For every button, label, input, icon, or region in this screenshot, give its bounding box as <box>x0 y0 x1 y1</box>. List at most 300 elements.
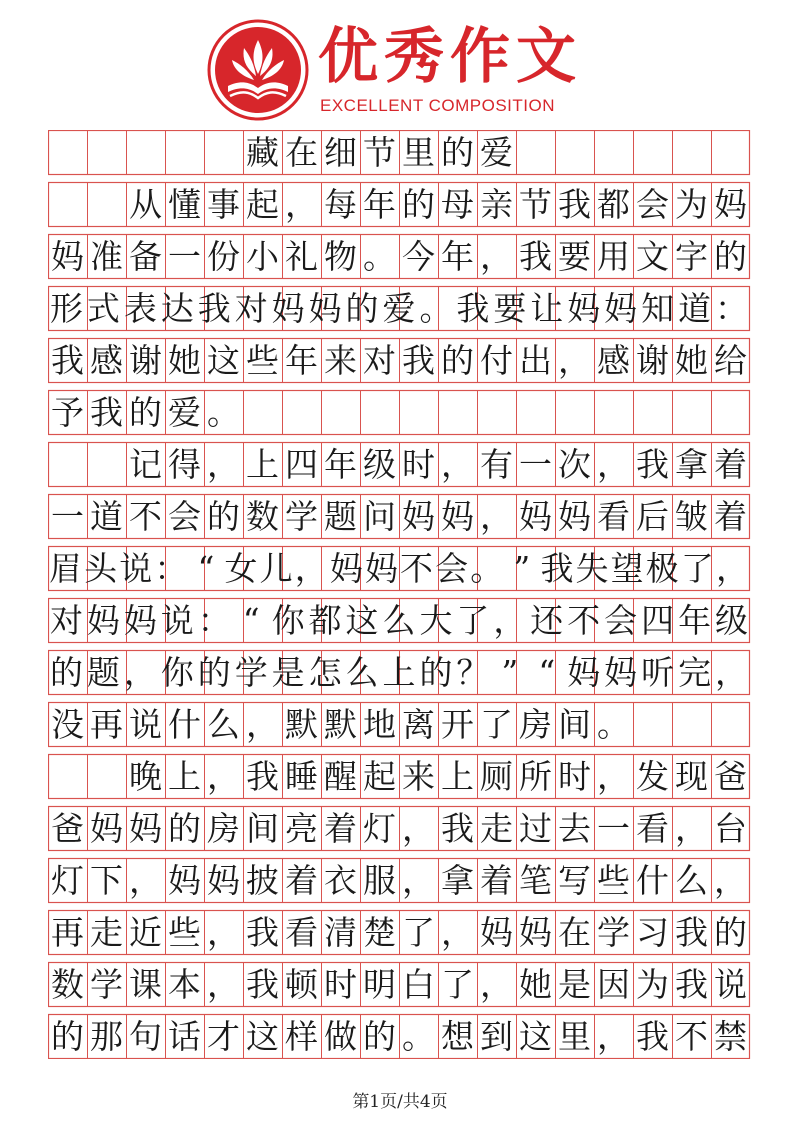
grid-char: ， <box>480 965 513 1004</box>
grid-char: 爸 <box>51 809 84 848</box>
grid-char: 的 <box>345 289 379 328</box>
grid-char: 形 <box>49 289 83 328</box>
grid-char: 式 <box>86 289 120 328</box>
grid-char: 会 <box>604 601 638 640</box>
grid-char: 到 <box>480 1017 513 1056</box>
grid-char: 节 <box>363 133 396 172</box>
grid-char: 时 <box>402 445 435 484</box>
grid-char: 些 <box>168 913 201 952</box>
grid-char: 四 <box>285 445 318 484</box>
grid-char: 楚 <box>363 913 396 952</box>
grid-char: ， <box>207 445 240 484</box>
grid-char: 明 <box>363 965 396 1004</box>
grid-char: 妈 <box>604 653 638 692</box>
grid-char: 房 <box>519 705 552 744</box>
grid-char: 字 <box>675 237 708 276</box>
grid-char: 数 <box>246 497 279 536</box>
grid-char: 了 <box>441 965 474 1004</box>
grid-char: 感 <box>597 341 630 380</box>
grid-char: 离 <box>402 705 435 744</box>
grid-char: ， <box>715 653 749 692</box>
essay-line <box>48 650 751 695</box>
grid-char: 着 <box>324 809 357 848</box>
grid-char: 你 <box>160 653 194 692</box>
grid-char: 儿 <box>259 549 293 588</box>
grid-char: 妈 <box>364 549 398 588</box>
grid-char: 现 <box>675 757 708 796</box>
brand-subtitle: EXCELLENT COMPOSITION <box>320 96 556 115</box>
grid-char: ， <box>207 757 240 796</box>
grid-char: 的 <box>51 1017 84 1056</box>
grid-char: “ <box>197 549 215 588</box>
essay-line <box>48 962 751 1007</box>
grid-char: 表 <box>123 289 157 328</box>
grid-char: 着 <box>480 861 513 900</box>
grid-char: 极 <box>645 549 679 588</box>
grid-char: 睡 <box>285 757 318 796</box>
grid-char: 我 <box>441 809 474 848</box>
grid-char: 些 <box>246 341 279 380</box>
grid-char: 下 <box>90 861 123 900</box>
grid-char: 妈 <box>308 289 342 328</box>
grid-char: 我 <box>51 341 84 380</box>
grid-char: 事 <box>207 185 240 224</box>
grid-char: 我 <box>636 445 669 484</box>
grid-char: 开 <box>441 705 474 744</box>
grid-char: 学 <box>597 913 630 952</box>
grid-char: 来 <box>324 341 357 380</box>
grid-char: 年 <box>285 341 318 380</box>
grid-char: 你 <box>271 601 305 640</box>
grid-char: 妈 <box>567 289 601 328</box>
grid-char: 数 <box>51 965 84 1004</box>
grid-char: ” <box>501 653 519 692</box>
grid-char: 亮 <box>285 809 318 848</box>
grid-char: 想 <box>441 1017 474 1056</box>
grid-char: 予 <box>51 393 84 432</box>
grid-char: 句 <box>129 1017 162 1056</box>
grid-char: 爱 <box>168 393 201 432</box>
grid-char: 看 <box>285 913 318 952</box>
grid-char: ， <box>558 341 591 380</box>
grid-char: 间 <box>558 705 591 744</box>
grid-char: 发 <box>636 757 669 796</box>
grid-char: 听 <box>641 653 675 692</box>
grid-char: 感 <box>90 341 123 380</box>
grid-char: 的 <box>714 913 747 952</box>
grid-char: 她 <box>168 341 201 380</box>
grid-char: ： <box>154 549 188 588</box>
grid-char: 谢 <box>129 341 162 380</box>
grid-char: 白 <box>402 965 435 1004</box>
grid-char: 的 <box>129 393 162 432</box>
grid-char: 题 <box>324 497 357 536</box>
grid-char: ， <box>597 445 630 484</box>
grid-char: 是 <box>558 965 591 1004</box>
grid-char: 所 <box>519 757 552 796</box>
grid-char: 妈 <box>90 809 123 848</box>
grid-char: 的 <box>714 237 747 276</box>
grid-char: 会 <box>435 549 469 588</box>
grid-char: 。 <box>419 289 453 328</box>
grid-char: 眉 <box>49 549 83 588</box>
grid-char: 要 <box>493 289 527 328</box>
grid-char: 妈 <box>51 237 84 276</box>
grid-char: 着 <box>285 861 318 900</box>
grid-char: 没 <box>51 705 84 744</box>
essay-line <box>48 494 751 539</box>
grid-char: 再 <box>51 913 84 952</box>
essay-line <box>48 858 751 903</box>
grid-char: 给 <box>714 341 747 380</box>
grid-char: 为 <box>675 185 708 224</box>
grid-char: ， <box>714 861 747 900</box>
grid-char: 亲 <box>480 185 513 224</box>
grid-char: 拿 <box>441 861 474 900</box>
grid-char: 从 <box>129 185 162 224</box>
grid-char: 我 <box>558 185 591 224</box>
grid-char: 母 <box>441 185 474 224</box>
grid-char: 灯 <box>51 861 84 900</box>
grid-char: 付 <box>480 341 513 380</box>
grid-char: 的 <box>207 497 240 536</box>
grid-char: 物 <box>324 237 357 276</box>
grid-char: 着 <box>714 445 747 484</box>
grid-char: 。 <box>207 393 240 432</box>
grid-char: 学 <box>90 965 123 1004</box>
grid-char: 怎 <box>308 653 342 692</box>
grid-char: 什 <box>168 705 201 744</box>
grid-char: 道 <box>90 497 123 536</box>
essay-line <box>48 338 751 383</box>
grid-char: 了 <box>680 549 714 588</box>
grid-char: 近 <box>129 913 162 952</box>
grid-char: 我 <box>519 237 552 276</box>
grid-char: 学 <box>234 653 268 692</box>
grid-char: ？ <box>456 653 490 692</box>
grid-char: 的 <box>419 653 453 692</box>
grid-char: ” <box>513 549 531 588</box>
grid-char: ， <box>207 965 240 1004</box>
grid-char: 级 <box>363 445 396 484</box>
grid-char: ， <box>285 185 318 224</box>
grid-char: 头 <box>84 549 118 588</box>
grid-char: 小 <box>246 237 279 276</box>
grid-char: 女 <box>224 549 258 588</box>
grid-char: 时 <box>558 757 591 796</box>
grid-char: 妈 <box>402 497 435 536</box>
grid-char: 地 <box>363 705 396 744</box>
essay-line <box>48 1014 751 1059</box>
grid-char: 每 <box>324 185 357 224</box>
grid-char: 有 <box>480 445 513 484</box>
grid-char: 本 <box>168 965 201 1004</box>
grid-char: 。 <box>470 549 504 588</box>
grid-char: ， <box>597 757 630 796</box>
grid-char: 我 <box>246 965 279 1004</box>
grid-char: 在 <box>558 913 591 952</box>
writing-grid-paper <box>48 130 751 1078</box>
grid-char: ， <box>207 913 240 952</box>
grid-char: 披 <box>246 861 279 900</box>
grid-char: 那 <box>90 1017 123 1056</box>
grid-char: ， <box>493 601 527 640</box>
grid-char: 妈 <box>441 497 474 536</box>
grid-char: 为 <box>636 965 669 1004</box>
page-header <box>0 0 800 128</box>
grid-char: 里 <box>558 1017 591 1056</box>
grid-char: ， <box>129 861 162 900</box>
page-number: 第1页/共4页 <box>352 1092 448 1112</box>
grid-char: 习 <box>636 913 669 952</box>
essay-line <box>48 390 751 435</box>
grid-char: 才 <box>207 1017 240 1056</box>
grid-char: 不 <box>400 549 434 588</box>
grid-char: 节 <box>519 185 552 224</box>
grid-char: 再 <box>90 705 123 744</box>
grid-char: 课 <box>129 965 162 1004</box>
book-flame-logo-icon <box>206 18 310 122</box>
grid-char: 都 <box>308 601 342 640</box>
grid-char: 。 <box>597 705 630 744</box>
grid-char: 灯 <box>363 809 396 848</box>
grid-char: 说 <box>119 549 153 588</box>
grid-char: 样 <box>285 1017 318 1056</box>
grid-char: 藏 <box>246 133 279 172</box>
grid-char: 起 <box>363 757 396 796</box>
grid-char: 晚 <box>129 757 162 796</box>
essay-title-row <box>48 130 751 175</box>
essay-line <box>48 546 751 591</box>
grid-char: 这 <box>207 341 240 380</box>
grid-char: 上 <box>382 653 416 692</box>
grid-char: 妈 <box>207 861 240 900</box>
grid-char: 不 <box>129 497 162 536</box>
grid-char: 看 <box>597 497 630 536</box>
grid-char: 一 <box>51 497 84 536</box>
grid-char: 这 <box>246 1017 279 1056</box>
grid-char: 会 <box>168 497 201 536</box>
grid-char: 年 <box>363 185 396 224</box>
grid-char: ， <box>441 445 474 484</box>
grid-char: 失 <box>575 549 609 588</box>
grid-char: 级 <box>715 601 749 640</box>
grid-char: 我 <box>456 289 490 328</box>
grid-char: 问 <box>363 497 396 536</box>
grid-char: 走 <box>90 913 123 952</box>
grid-char: 准 <box>90 237 123 276</box>
grid-char: 妈 <box>519 913 552 952</box>
grid-char: 妈 <box>329 549 363 588</box>
grid-char: 妈 <box>604 289 638 328</box>
grid-char: 拿 <box>675 445 708 484</box>
grid-char: 着 <box>714 497 747 536</box>
grid-char: 衣 <box>324 861 357 900</box>
grid-char: 题 <box>86 653 120 692</box>
grid-char: 的 <box>441 133 474 172</box>
grid-char: 妈 <box>168 861 201 900</box>
grid-char: ， <box>441 913 474 952</box>
grid-char: 的 <box>168 809 201 848</box>
grid-char: 都 <box>597 185 630 224</box>
grid-char: 谢 <box>636 341 669 380</box>
grid-char: 。 <box>363 237 396 276</box>
grid-char: 大 <box>419 601 453 640</box>
grid-char: 她 <box>675 341 708 380</box>
grid-char: 清 <box>324 913 357 952</box>
grid-char: 我 <box>402 341 435 380</box>
grid-char: 的 <box>402 185 435 224</box>
essay-line <box>48 598 751 643</box>
grid-char: 间 <box>246 809 279 848</box>
grid-char: 妈 <box>480 913 513 952</box>
grid-char: 上 <box>441 757 474 796</box>
grid-char: 次 <box>558 445 591 484</box>
grid-char: 说 <box>160 601 194 640</box>
grid-char: 来 <box>402 757 435 796</box>
grid-char: 皱 <box>675 497 708 536</box>
grid-char: ， <box>123 653 157 692</box>
grid-char: 默 <box>285 705 318 744</box>
grid-char: 年 <box>441 237 474 276</box>
grid-char: 做 <box>324 1017 357 1056</box>
grid-char: 我 <box>90 393 123 432</box>
brand-title: 优秀作文 <box>318 22 582 92</box>
grid-char: 了 <box>456 601 490 640</box>
grid-char: 份 <box>207 237 240 276</box>
grid-char: ， <box>402 809 435 848</box>
grid-char: 完 <box>678 653 712 692</box>
grid-char: 了 <box>402 913 435 952</box>
grid-char: 一 <box>597 809 630 848</box>
grid-char: 妈 <box>129 809 162 848</box>
grid-char: 礼 <box>285 237 318 276</box>
grid-char: 四 <box>641 601 675 640</box>
grid-char: 学 <box>285 497 318 536</box>
grid-char: ， <box>480 237 513 276</box>
grid-char: 我 <box>675 913 708 952</box>
grid-char: 服 <box>363 861 396 900</box>
grid-char: 了 <box>480 705 513 744</box>
grid-char: 么 <box>675 861 708 900</box>
grid-char: 后 <box>636 497 669 536</box>
grid-char: 知 <box>641 289 675 328</box>
grid-char: 起 <box>246 185 279 224</box>
grid-char: 爱 <box>382 289 416 328</box>
grid-char: 不 <box>675 1017 708 1056</box>
grid-char: 我 <box>246 913 279 952</box>
grid-char: 走 <box>480 809 513 848</box>
grid-char: ， <box>294 549 328 588</box>
grid-char: 会 <box>636 185 669 224</box>
grid-char: 这 <box>519 1017 552 1056</box>
grid-char: ， <box>402 861 435 900</box>
grid-char: 里 <box>402 133 435 172</box>
grid-char: 我 <box>636 1017 669 1056</box>
grid-char: 房 <box>207 809 240 848</box>
grid-char: 厕 <box>480 757 513 796</box>
essay-line <box>48 754 751 799</box>
grid-char: 爱 <box>480 133 513 172</box>
grid-char: 一 <box>168 237 201 276</box>
grid-char: 道 <box>678 289 712 328</box>
grid-char: 去 <box>558 809 591 848</box>
grid-char: 么 <box>207 705 240 744</box>
grid-char: 说 <box>714 965 747 1004</box>
grid-char: ， <box>480 497 513 536</box>
grid-char: 这 <box>345 601 379 640</box>
grid-char: 因 <box>597 965 630 1004</box>
grid-char: 时 <box>324 965 357 1004</box>
essay-line <box>48 910 751 955</box>
grid-char: 记 <box>129 445 162 484</box>
grid-char: 她 <box>519 965 552 1004</box>
grid-char: 今 <box>402 237 435 276</box>
grid-char: 文 <box>636 237 669 276</box>
grid-char: 用 <box>597 237 630 276</box>
grid-char: 对 <box>363 341 396 380</box>
grid-char: ， <box>246 705 279 744</box>
essay-line <box>48 702 751 747</box>
grid-char: 话 <box>168 1017 201 1056</box>
grid-char: 。 <box>402 1017 435 1056</box>
grid-char: ， <box>675 809 708 848</box>
grid-char: 是 <box>271 653 305 692</box>
grid-char: 妈 <box>714 185 747 224</box>
grid-char: 写 <box>558 861 591 900</box>
essay-line <box>48 182 751 227</box>
grid-char: 的 <box>49 653 83 692</box>
grid-char: 什 <box>636 861 669 900</box>
grid-char: 还 <box>530 601 564 640</box>
grid-char: ： <box>715 289 749 328</box>
grid-char: 说 <box>129 705 162 744</box>
grid-char: 我 <box>675 965 708 1004</box>
grid-char: 妈 <box>123 601 157 640</box>
grid-char: 在 <box>285 133 318 172</box>
essay-line <box>48 442 751 487</box>
grid-char: 些 <box>597 861 630 900</box>
grid-char: 妈 <box>519 497 552 536</box>
grid-char: 禁 <box>714 1017 747 1056</box>
grid-char: 出 <box>519 341 552 380</box>
grid-char: 得 <box>168 445 201 484</box>
grid-char: 对 <box>49 601 83 640</box>
grid-char: 上 <box>168 757 201 796</box>
grid-char: 要 <box>558 237 591 276</box>
essay-line <box>48 806 751 851</box>
grid-char: 上 <box>246 445 279 484</box>
grid-char: 达 <box>160 289 194 328</box>
grid-char: 我 <box>197 289 231 328</box>
grid-char: 台 <box>714 809 747 848</box>
grid-char: ： <box>197 601 231 640</box>
grid-char: 望 <box>610 549 644 588</box>
essay-line <box>48 286 751 331</box>
grid-char: 备 <box>129 237 162 276</box>
grid-char: 醒 <box>324 757 357 796</box>
grid-char: 的 <box>441 341 474 380</box>
grid-char: 爸 <box>714 757 747 796</box>
grid-char: 不 <box>567 601 601 640</box>
grid-char: 过 <box>519 809 552 848</box>
grid-char: 看 <box>636 809 669 848</box>
grid-char: ， <box>715 549 749 588</box>
grid-char: 一 <box>519 445 552 484</box>
grid-char: 顿 <box>285 965 318 1004</box>
grid-char: 笔 <box>519 861 552 900</box>
grid-char: 年 <box>678 601 712 640</box>
